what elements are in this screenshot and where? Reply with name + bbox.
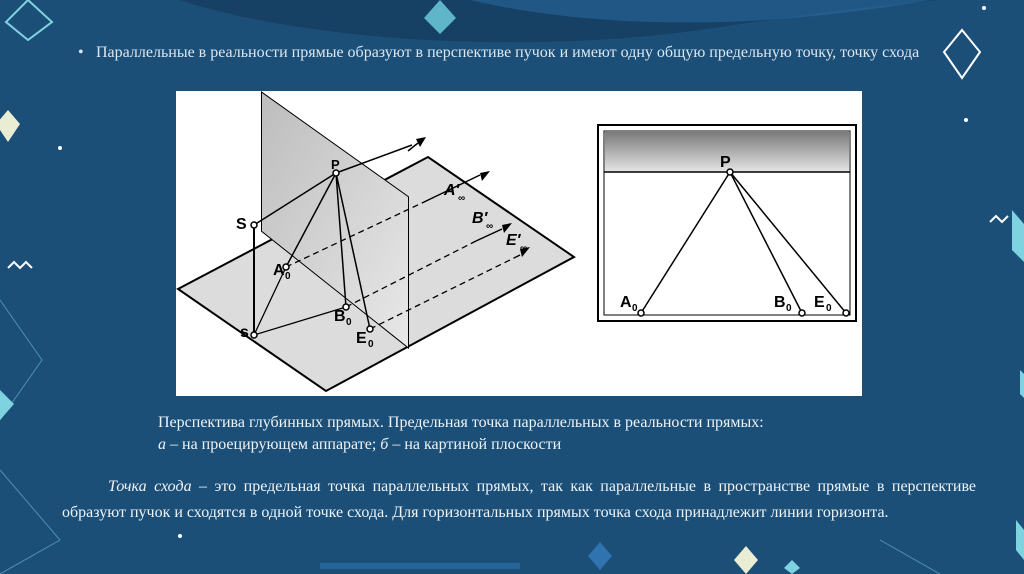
diamond-icon: [1016, 520, 1024, 560]
caption-line-2: а – на проецирующем аппарате; б – на картиной плоскости: [158, 436, 562, 453]
label-E0-b: E: [814, 294, 825, 311]
label-S: S: [236, 216, 247, 233]
diamond-icon: [734, 546, 758, 574]
label-B0: B: [334, 308, 346, 325]
label-Einf: E′: [506, 232, 521, 249]
definition-text: – это предельная точка параллельных прямых, так как параллельные в пространстве прямые в перспективе образуют пучок и сходятся в одной точке схода. Для горизонтальных прямых точка схода принадлежит линии горизонта.: [62, 478, 977, 521]
label-A0-b: A: [620, 294, 632, 311]
diamond-icon: [0, 390, 14, 420]
figure-panel: [176, 91, 862, 396]
label-B0-b: B: [774, 294, 786, 311]
svg-text:0: 0: [826, 303, 832, 314]
diamond-icon: [1012, 210, 1024, 262]
svg-text:0: 0: [632, 303, 638, 314]
diamond-icon: [0, 110, 20, 142]
zigzag-icon: [990, 216, 1008, 222]
svg-text:0: 0: [285, 271, 291, 282]
diamond-outline-icon: [6, 0, 52, 40]
label-Ainf: A′: [444, 182, 460, 199]
svg-text:∞: ∞: [458, 193, 466, 204]
term: Точка схода: [108, 478, 192, 495]
label-s: s: [240, 324, 249, 341]
svg-text:0: 0: [368, 339, 374, 350]
figure-caption: [158, 412, 918, 456]
zigzag-icon: [8, 262, 32, 268]
svg-text:0: 0: [346, 317, 352, 328]
caption-line-1: Перспектива глубинных прямых. Предельная точка параллельных в реальности прямых:: [158, 414, 764, 431]
svg-text:∞: ∞: [486, 221, 494, 232]
label-A0: A: [273, 262, 285, 279]
perspective-figures: [176, 91, 862, 396]
label-Binf: B′: [472, 210, 488, 227]
bullet-text: [78, 42, 976, 64]
definition-paragraph: [62, 474, 976, 526]
svg-text:0: 0: [786, 303, 792, 314]
bullet-dot-icon: •: [78, 44, 84, 61]
label-P: P: [331, 157, 340, 172]
diamond-icon: [1020, 370, 1024, 398]
diamond-icon: [588, 542, 612, 570]
label-E0: E: [356, 330, 367, 347]
label-P-b: P: [720, 154, 731, 171]
svg-text:∞: ∞: [520, 243, 528, 254]
bullet-text-content: Параллельные в реальности прямые образуют в перспективе пучок и имеют одну общую предельную точку, точку схода: [96, 44, 920, 61]
